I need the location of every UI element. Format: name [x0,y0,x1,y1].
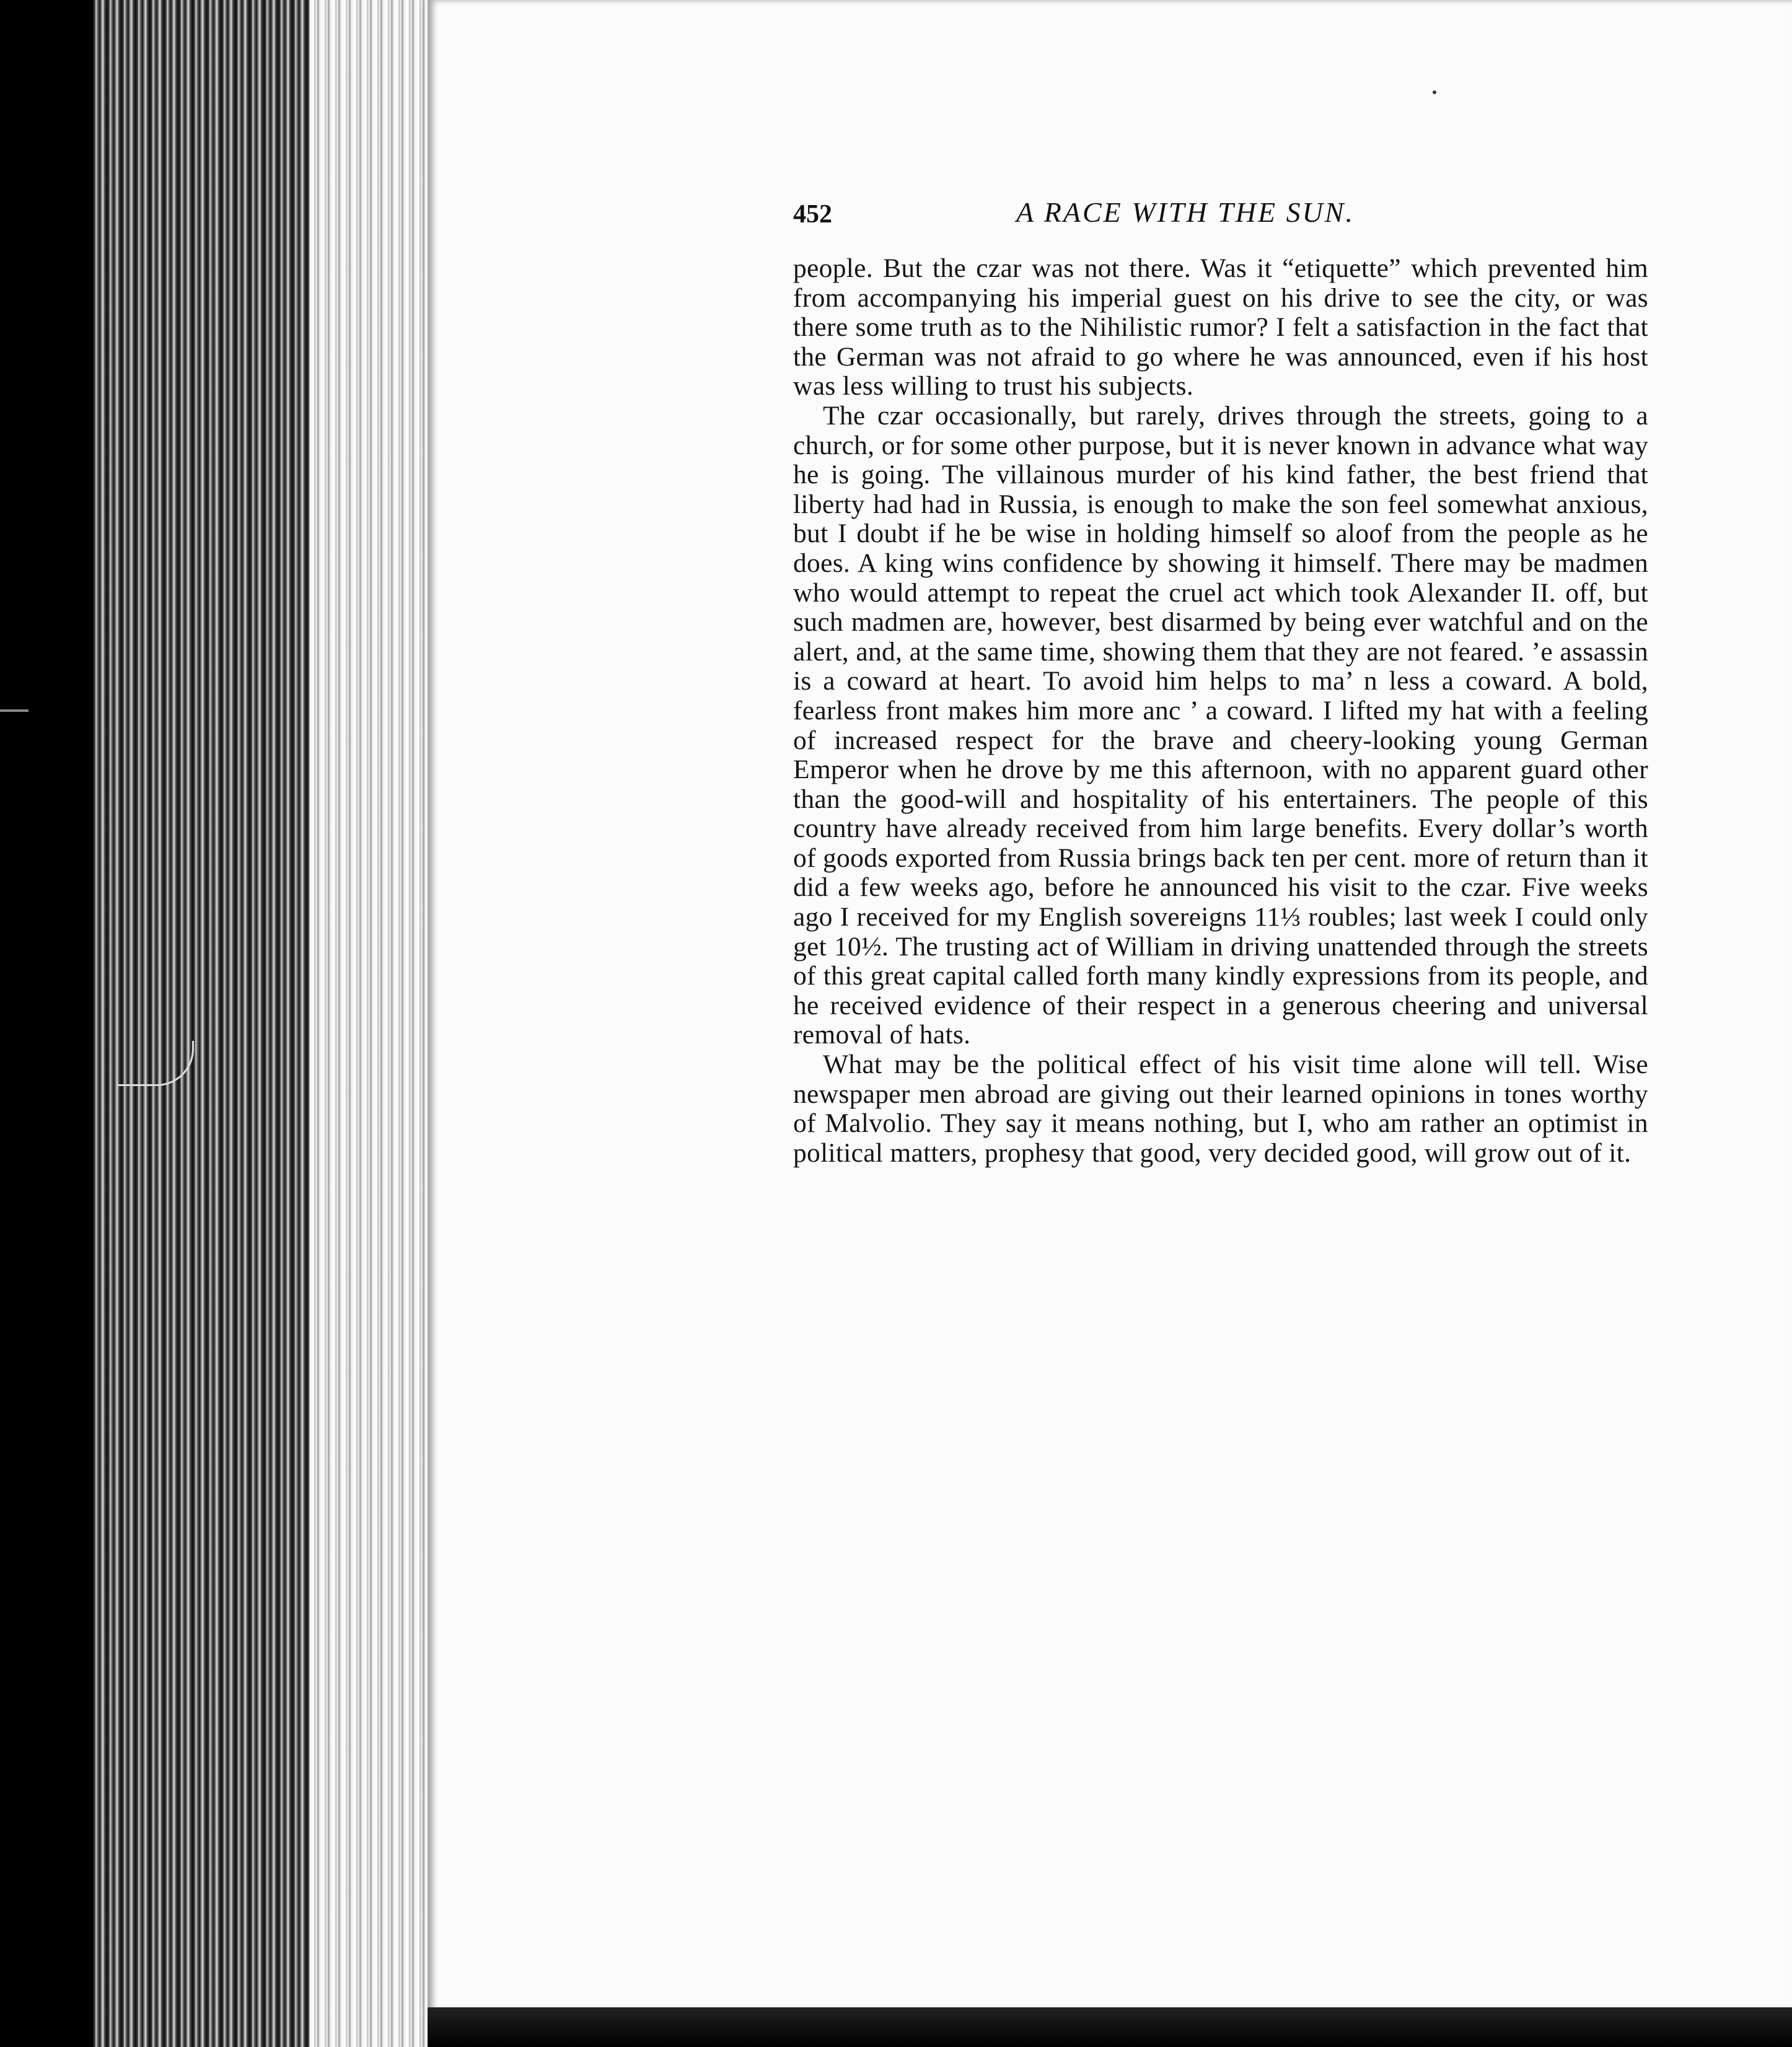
page-number: 452 [793,200,832,229]
margin-mark [0,709,29,712]
running-head: A RACE WITH THE SUN. [1016,196,1355,228]
page-bottom-shadow [428,2007,1792,2047]
page-block-edge-light [310,0,428,2047]
body-text [793,254,1648,1168]
paragraph: people. But the czar was not there. Was it “etiquette” which prevented him from accompanying his imperial guest on his drive to see the city, or was there some truth as to the Nihilistic rumor? I felt a satisfaction in the fact that the German was not afraid to go where he was announced, even if his host was less willing to trust his subjects. [793,253,1648,401]
paragraph: The czar occasionally, but rarely, drives through the streets, going to a church, or for some other purpose, but it is never known in advance what way he is going. The villainous murder of his kind father, the best friend that liberty had had in Russia, is enough to make the son feel somewhat anxious, but I doubt if he be wise in holding himself so aloof from the people as he does. A king wins confidence by showing it himself. There may be madmen who would attempt to repeat the cruel act which took Alexander II. off, but such madmen are, however, best disarmed by being ever watchful and on the alert, and, at the same time, showing them that they are not feared. ’e assassin is a coward at heart. To avoid him helps to ma’ n less a coward. A bold, fearless front makes him more anc ’ a coward. I lifted my hat with a feeling of increased respect for the brave and cheery-looking young German Emperor when he drove by me this afternoon, with no apparent guard other than the good-will and hospitality of his entertainers. The people of this country have already received from him large benefits. Every dollar’s worth of goods exported from Russia brings back ten per cent. more of return than it did a few weeks ago, before he announced his visit to the czar. Five weeks ago I received for my English sovereigns 11⅓ roubles; last week I could only get 10½. The trusting act of William in driving unattended through the streets of this great capital called forth many kindly expressions from its people, and he received evidence of their respect in a generous cheering and universal removal of hats. [793,400,1648,1050]
page-header [793,196,1648,233]
paragraph: What may be the political effect of his visit time alone will tell. Wise newspaper men abroad are giving out their learned opinions in tones worthy of Malvolio. They say it means nothing, but I, who am rather an optimist in political matters, prophesy that good, very decided good, will grow out of it. [793,1050,1648,1168]
dust-speck [1433,90,1436,94]
